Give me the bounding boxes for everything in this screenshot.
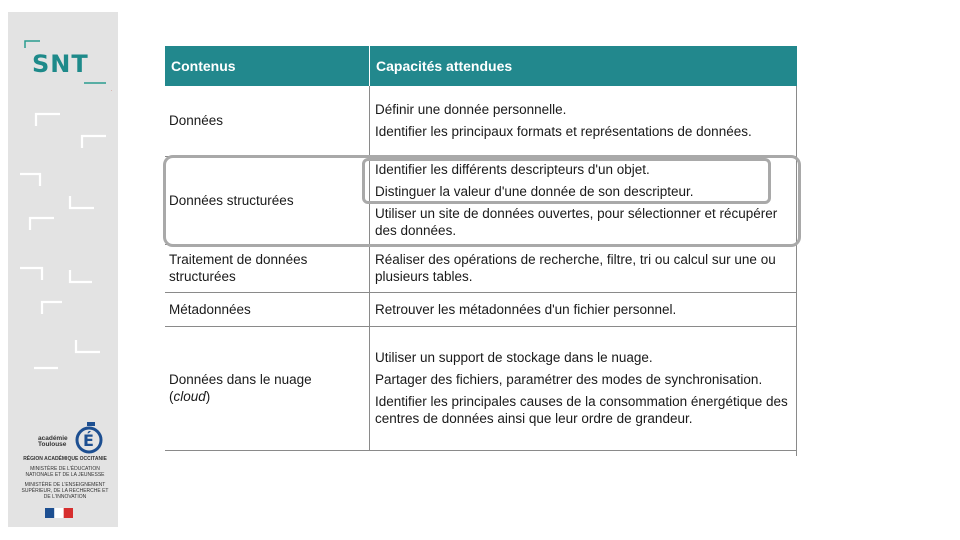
row-capacities xyxy=(370,292,798,326)
row-content-label: Données dans le nuage xyxy=(169,372,312,387)
row-content: Données structurées xyxy=(165,156,370,244)
capacity-item: Utiliser un support de stockage dans le nuage. xyxy=(375,350,653,365)
snt-logo-text: SNT xyxy=(32,50,89,78)
table-row xyxy=(165,86,797,156)
table-row xyxy=(165,326,797,450)
academy-line1: académie xyxy=(38,435,68,442)
capacity-item: Identifier les différents descripteurs d'un objet. xyxy=(375,162,650,177)
decorative-brackets xyxy=(20,110,110,380)
row-capacities xyxy=(370,326,798,450)
row-content: Métadonnées xyxy=(165,292,370,326)
highlight-box-capacities xyxy=(362,158,771,204)
republic-flag-icon xyxy=(45,508,73,518)
capacity-item: Partager des fichiers, paramétrer des modes de synchronisation. xyxy=(375,372,763,387)
header-capacites: Capacités attendues xyxy=(370,46,798,86)
ministry-label-1: MINISTÈRE DE L'ÉDUCATION NATIONALE ET DE LA JEUNESSE xyxy=(25,466,105,478)
ministry-label-2: MINISTÈRE DE L'ENSEIGNEMENT SUPÉRIEUR, DE LA RECHERCHE ET DE L'INNOVATION xyxy=(21,482,109,500)
capacity-item: Identifier les principaux formats et représentations de données. xyxy=(375,124,752,140)
table-right-border xyxy=(796,86,797,456)
capacity-item: Utiliser un site de données ouvertes, pour sélectionner et récupérer des données. xyxy=(375,206,778,238)
academy-e-icon xyxy=(74,422,104,454)
table-row xyxy=(165,292,797,326)
capacity-item: Définir une donnée personnelle. xyxy=(375,102,567,118)
row-content: Traitement de données structurées xyxy=(165,244,370,292)
academy-logo-block xyxy=(20,422,110,500)
region-label: RÉGION ACADÉMIQUE OCCITANIE xyxy=(23,456,107,462)
capacity-item: Identifier les principales causes de la consommation énergétique des centres de données ainsi que leur ordre de grandeur. xyxy=(375,394,788,426)
table-header-row xyxy=(165,46,797,86)
capacity-item: Distinguer la valeur d'une donnée de son descripteur. xyxy=(375,184,694,199)
table-row xyxy=(165,244,797,292)
svg-text:É: É xyxy=(83,431,94,450)
capacity-item: Retrouver les métadonnées d'un fichier personnel. xyxy=(375,301,677,317)
row-content: Données xyxy=(165,86,370,156)
academy-line2: Toulouse xyxy=(38,441,67,448)
curriculum-table xyxy=(165,46,797,451)
header-contenus: Contenus xyxy=(165,46,370,86)
capacity-item: Réaliser des opérations de recherche, filtre, tri ou calcul sur une ou plusieurs tables. xyxy=(375,252,776,284)
row-content: Données dans le nuage (cloud) xyxy=(165,326,370,450)
row-capacities xyxy=(370,244,798,292)
row-capacities xyxy=(370,86,798,156)
row-content-note: cloud xyxy=(173,389,206,404)
